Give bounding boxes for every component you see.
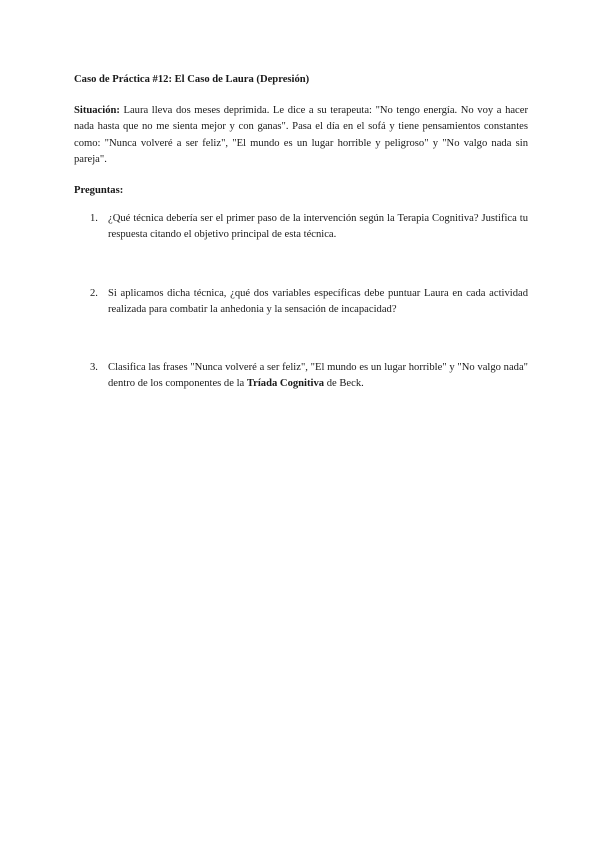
- question-text: Si aplicamos dicha técnica, ¿qué dos variables específicas debe puntuar Laura en cada actividad realizada para combatir la anhedonia y la sensación de incapacidad?: [108, 287, 528, 315]
- situation-label: Situación:: [74, 105, 120, 117]
- question-text: ¿Qué técnica debería ser el primer paso de la intervención según la Terapia Cognitiva? Justifica tu respuesta citando el objetivo principal de esta técnica.: [108, 213, 528, 241]
- situation-paragraph: [74, 103, 528, 168]
- document-title: Caso de Práctica #12: El Caso de Laura (Depresión): [74, 74, 310, 85]
- situation-text: Laura lleva dos meses deprimida. Le dice a su terapeuta: "No tengo energía. No voy a hacer nada hasta que no me sienta mejor y con ganas". Pasa el día en el sofá y tiene pensamientos constantes como: "Nunca volveré a ser feliz", "El mundo es un lugar horrible y peligroso" y "No valgo nada sin pareja".: [74, 105, 528, 165]
- document-body: [74, 72, 528, 392]
- question-item-2: [74, 286, 528, 318]
- triada-cognitiva-term: Tríada Cognitiva: [246, 378, 325, 390]
- question-text-before: Clasifica las frases "Nunca volveré a ser feliz", "El mundo es un lugar horrible" y "No valgo nada" dentro de los componentes de la: [108, 362, 528, 390]
- question-number: 3.: [90, 362, 98, 374]
- questions-heading: Preguntas:: [74, 185, 124, 197]
- question-number: 2.: [90, 287, 98, 299]
- question-item-3: [74, 360, 528, 392]
- question-text-after: de Beck.: [324, 378, 364, 390]
- questions-list: [74, 211, 528, 392]
- question-number: 1.: [90, 213, 98, 225]
- question-text: [108, 362, 528, 389]
- question-item-1: [74, 211, 528, 243]
